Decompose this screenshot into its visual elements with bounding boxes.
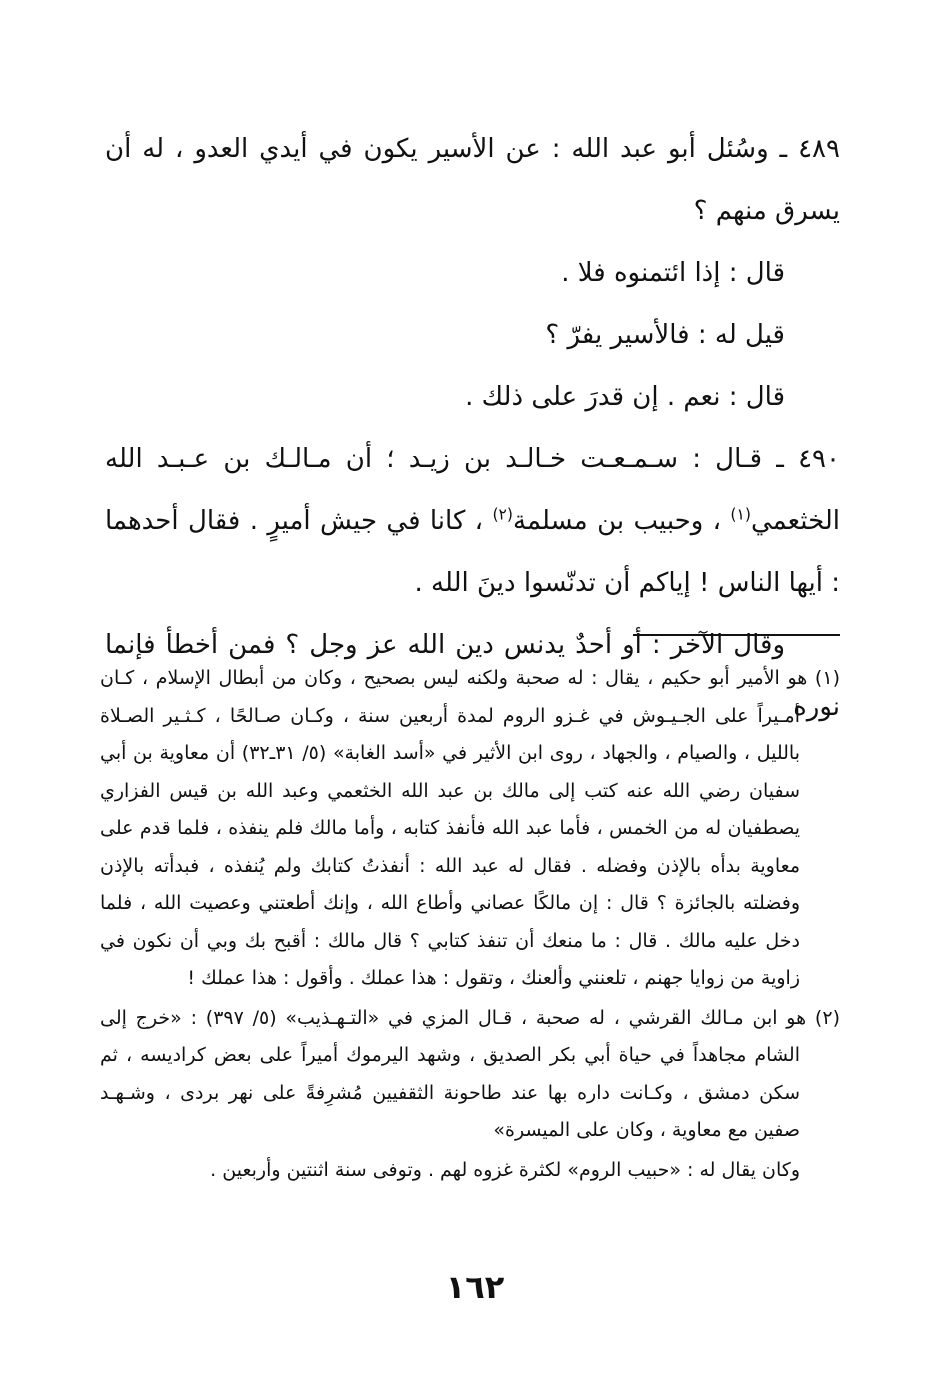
answer-line-2: قال : نعم . إن قدرَ على ذلك . [465,382,785,412]
paragraph-490-part-2: ، وحبيب بن مسلمة [513,506,722,536]
footnote-1: (١) هو الأمير أبو حكيم ، يقال : له صحبة ولكنه ليس بصحيح ، وكان من أبطال الإسلام ، كـان أمـيراً على الجـيـوش في غـزو الروم لمدة أربعين سنة ، وكـان صـالحًا ، كـثـير الصـلاة بالليل ، والصيام ، والجهاد ، روى ابن الأثير في «أسد الغابة» (٥/ ٣١ـ٣٢) أن معاوية بن أبي سفيان رضي الله عنه كتب إلى مالك بن عبد الله الخثعمي وعبد الله بن قيس الفزاري يصطفيان له من الخمس ، فأما عبد الله فأنفذ كتابه ، وأما مالك فلم ينفذه ، فلما قدم على معاوية بدأه بالإذن وفضله . فقال له عبد الله : أنفذتُ كتابك ولم يُنفذه ، فبدأته بالإذن وفضلته بالجائزة ؟ قال : إن مالكًا عصاني وأطاع الله ، وإنك أطعتني وعصيت الله ، فلما دخل عليه مالك . قال : ما منعك أن تنفذ كتابي ؟ قال مالك : أقبح بك وبي أن نكون في زاوية من زوايا جهنم ، تلعنني وألعنك ، وتقول : هذا عملك . وأقول : هذا عملك ! [100,667,840,989]
question-line-2: قيل له : فالأسير يفرّ ؟ [545,320,785,350]
footnote-2-continued: وكان يقال له : «حبيب الروم» لكثرة غزوه لهم . وتوفى سنة اثنتين وأربعين . [210,1158,800,1181]
paragraph-490-part-3: ، كانا في جيش أميرٍ . فقال أحدهما : أيها الناس ! إياكم أن تدنّسوا دينَ الله . [105,506,840,598]
paragraph-489: ٤٨٩ ـ وسُئل أبو عبد الله : عن الأسير يكون في أيدي العدو ، له أن يسرق منهم ؟ [105,134,840,226]
paragraph-490-part-1: ٤٩٠ ـ قـال : سـمـعـت خـالـد بن زيـد ؛ أن مـالـك بن عـبـد الله الخثعمي [105,444,841,536]
footnote-separator [633,634,840,636]
footnotes [100,660,840,1189]
footnote-ref-2: (٢) [492,505,514,524]
footnote-ref-1: (١) [730,505,751,524]
paragraph-490-continued: وقال الآخر : أو أحدٌ يدنس دين الله عز وجل ؟ فمن أخطأ فإنما نوره [105,630,840,722]
page-number: ١٦٢ [445,1268,505,1306]
footnote-2: (٢) هو ابن مـالك القرشي ، له صحبة ، قـال المزي في «التـهـذيب» (٥/ ٣٩٧) : «خرج إلى الشام مجاهداً في حياة أبي بكر الصديق ، وشهد اليرموك أميراً على بعض كراديسه ، ثم سكن دمشق ، وكـانت داره بها عند طاحونة الثقفيين مُشرِفةً على نهر بردى ، وشـهـد صفين مع معاوية ، وكان على الميسرة» [100,1006,840,1141]
main-text [105,118,840,738]
answer-line-1: قال : إذا ائتمنوه فلا . [561,258,785,288]
paragraph-490 [105,428,840,614]
